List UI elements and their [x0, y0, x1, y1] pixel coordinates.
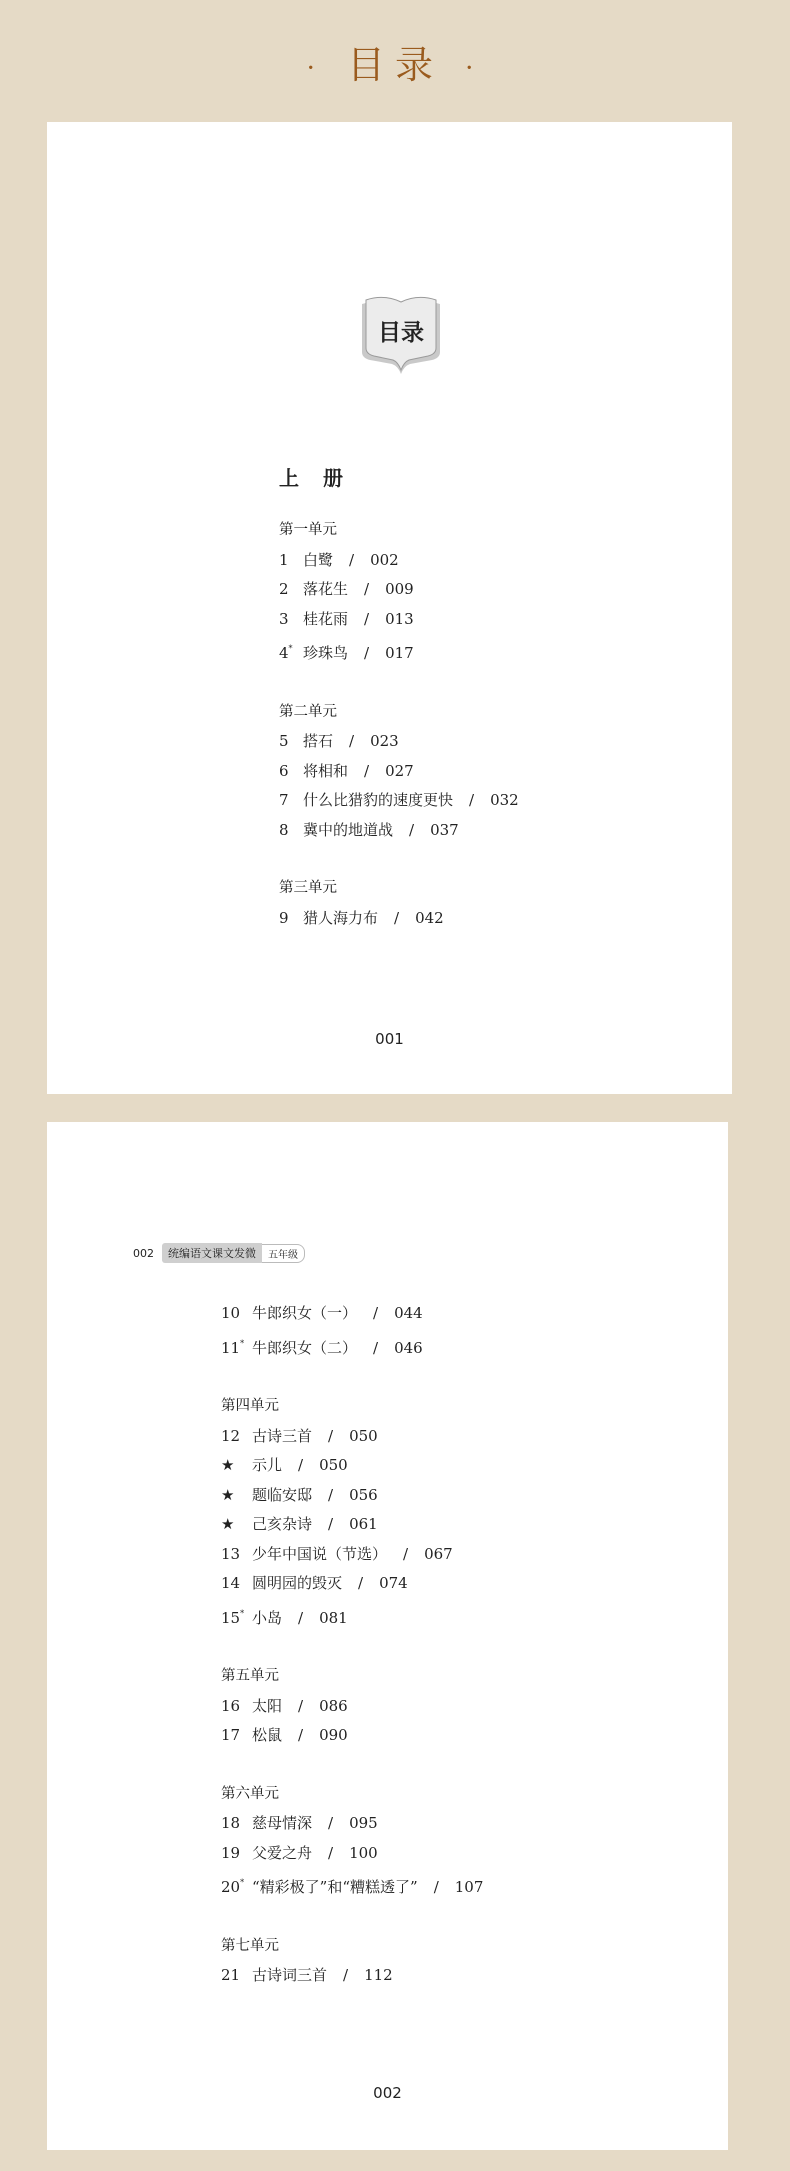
section-gap	[221, 1751, 483, 1780]
toc-entry[interactable]	[221, 1510, 483, 1540]
toc-entry[interactable]	[221, 1299, 483, 1329]
entry-number	[221, 1481, 252, 1511]
entry-number	[221, 1540, 252, 1570]
entry-number-text: 17	[221, 1726, 241, 1744]
entry-title: 松鼠	[252, 1726, 283, 1744]
entry-separator: /	[298, 1696, 304, 1715]
entry-number-text: ★	[221, 1515, 235, 1533]
entry-number	[221, 1721, 252, 1751]
page-002	[47, 1122, 728, 2150]
section-gap	[221, 1633, 483, 1662]
entry-title: 父爱之舟	[252, 1843, 313, 1862]
toc-entry[interactable]	[221, 1329, 483, 1364]
header-title	[0, 34, 790, 89]
entry-number-text: 1	[279, 550, 289, 569]
entry-number-text: ★	[221, 1456, 235, 1474]
entry-number	[221, 1329, 252, 1364]
toc-entry[interactable]	[221, 1451, 483, 1481]
entry-page: 046	[394, 1338, 423, 1357]
toc-entry[interactable]	[279, 816, 519, 846]
entry-number	[221, 1510, 252, 1540]
entry-page: 074	[379, 1574, 408, 1592]
toc-entry[interactable]	[221, 1809, 483, 1839]
entry-page: 009	[385, 580, 414, 598]
entry-number-text: 6	[279, 761, 289, 780]
entry-page: 050	[349, 1426, 378, 1445]
toc-entry[interactable]	[279, 727, 519, 757]
running-head-grade: 五年级	[262, 1244, 305, 1263]
entry-number-text: 15	[221, 1608, 241, 1627]
entry-number-text: 18	[221, 1814, 241, 1832]
entry-page: 013	[385, 609, 414, 628]
running-head	[133, 1243, 305, 1263]
title-dot-right: ·	[465, 53, 484, 84]
entry-title: 牛郎织女（二）	[252, 1338, 358, 1357]
entry-separator: /	[343, 1966, 349, 1984]
title-text: 目录	[346, 43, 443, 87]
entry-separator: /	[469, 791, 475, 809]
section-gap	[279, 845, 519, 874]
entry-page: 090	[319, 1726, 348, 1744]
entry-number	[221, 1422, 252, 1452]
self-study-mark: *	[288, 644, 293, 653]
entry-number-text: 2	[279, 580, 289, 598]
unit-heading: 第一单元	[279, 522, 337, 538]
entry-page: 081	[319, 1608, 348, 1627]
entry-separator: /	[373, 1338, 379, 1357]
toc-entry[interactable]	[221, 1721, 483, 1751]
entry-number	[279, 816, 303, 846]
toc-list	[221, 1299, 483, 1991]
section-gap	[279, 669, 519, 698]
entry-separator: /	[394, 908, 400, 927]
toc-entry[interactable]	[221, 1839, 483, 1869]
entry-page: 002	[370, 550, 399, 569]
volume-title: 上 册	[279, 466, 345, 490]
entry-separator: /	[364, 580, 370, 598]
entry-number	[221, 1569, 252, 1599]
entry-title: 桂花雨	[303, 609, 349, 628]
entry-separator: /	[349, 732, 355, 750]
entry-number-text: 11	[221, 1338, 241, 1357]
entry-title: “精彩极了”和“糟糕透了”	[252, 1878, 418, 1896]
entry-title: 什么比猎豹的速度更快	[303, 791, 454, 809]
entry-separator: /	[328, 1426, 334, 1445]
entry-separator: /	[328, 1485, 334, 1504]
toc-entry[interactable]	[221, 1422, 483, 1452]
entry-page: 107	[454, 1878, 484, 1896]
entry-number-text: 20	[221, 1878, 241, 1896]
toc-list	[279, 516, 519, 933]
entry-page: 061	[349, 1515, 378, 1533]
entry-separator: /	[433, 1878, 439, 1896]
entry-title: 太阳	[252, 1696, 283, 1715]
entry-page: 100	[349, 1843, 378, 1862]
entry-page: 112	[364, 1966, 393, 1984]
entry-page: 027	[385, 761, 414, 780]
page-number: 002	[373, 2084, 402, 2102]
unit-heading: 第四单元	[221, 1398, 279, 1414]
entry-separator: /	[403, 1544, 409, 1563]
page-001	[47, 122, 732, 1094]
entry-number	[279, 904, 303, 934]
toc-entry[interactable]	[221, 1868, 483, 1903]
entry-title: 落花生	[303, 580, 349, 598]
entry-title: 古诗词三首	[252, 1966, 328, 1984]
entry-separator: /	[409, 820, 415, 839]
toc-entry[interactable]	[279, 904, 519, 934]
entry-number-text: 5	[279, 732, 289, 750]
entry-title: 小岛	[252, 1608, 283, 1627]
entry-separator: /	[364, 761, 370, 780]
entry-page: 044	[394, 1304, 423, 1322]
entry-number	[279, 546, 303, 576]
toc-entry[interactable]	[279, 757, 519, 787]
toc-entry[interactable]	[221, 1540, 483, 1570]
entry-title: 题临安邸	[252, 1485, 313, 1504]
entry-page: 037	[430, 820, 459, 839]
book-badge-icon	[358, 294, 444, 378]
entry-number-text: 3	[279, 609, 289, 628]
entry-number	[221, 1599, 252, 1634]
entry-separator: /	[364, 609, 370, 628]
section-gap	[221, 1363, 483, 1392]
toc-entry[interactable]	[221, 1692, 483, 1722]
self-study-mark: *	[240, 1608, 245, 1618]
entry-page: 042	[415, 908, 444, 927]
entry-title: 古诗三首	[252, 1426, 313, 1445]
entry-page: 095	[349, 1814, 378, 1832]
entry-title: 搭石	[303, 732, 334, 750]
running-head-book: 统编语文课文发微	[162, 1243, 262, 1263]
entry-number-text: 19	[221, 1843, 241, 1862]
unit-heading: 第五单元	[221, 1668, 279, 1684]
toc-entry[interactable]	[221, 1481, 483, 1511]
toc-entry[interactable]	[221, 1599, 483, 1634]
page-number: 001	[375, 1030, 404, 1048]
entry-number-text: 8	[279, 820, 289, 839]
entry-separator: /	[298, 1608, 304, 1627]
entry-page: 032	[490, 791, 519, 809]
entry-title: 示儿	[252, 1456, 283, 1474]
entry-number	[279, 757, 303, 787]
unit-heading: 第三单元	[279, 880, 337, 896]
entry-title: 己亥杂诗	[252, 1515, 313, 1533]
entry-separator: /	[358, 1574, 364, 1592]
unit-heading: 第七单元	[221, 1937, 279, 1954]
self-study-mark: *	[240, 1878, 245, 1887]
entry-number	[221, 1692, 252, 1722]
entry-page: 056	[349, 1485, 378, 1504]
toc-entry[interactable]	[279, 575, 519, 605]
self-study-mark: *	[240, 1338, 245, 1348]
section-gap	[221, 1903, 483, 1932]
entry-separator: /	[298, 1726, 304, 1744]
entry-separator: /	[328, 1843, 334, 1862]
entry-page: 050	[319, 1456, 348, 1474]
entry-number	[279, 727, 303, 757]
entry-number-text: 10	[221, 1304, 241, 1322]
toc-entry[interactable]	[221, 1961, 483, 1991]
entry-number	[279, 786, 303, 816]
unit-heading: 第二单元	[279, 703, 337, 720]
entry-number-text: 12	[221, 1426, 241, 1445]
entry-title: 冀中的地道战	[303, 820, 394, 839]
entry-title: 珍珠鸟	[303, 644, 349, 662]
running-head-page: 002	[133, 1246, 154, 1260]
entry-page: 017	[385, 644, 414, 662]
entry-title: 少年中国说（节选）	[252, 1544, 388, 1563]
toc-entry[interactable]	[279, 546, 519, 576]
entry-title: 将相和	[303, 761, 349, 780]
entry-number-text: 9	[279, 908, 289, 927]
badge-label: 目录	[378, 319, 424, 346]
entry-separator: /	[364, 644, 370, 662]
entry-number	[221, 1961, 252, 1991]
entry-number-text: ★	[221, 1485, 235, 1504]
entry-number-text: 14	[221, 1574, 241, 1592]
entry-title: 猎人海力布	[303, 908, 379, 927]
entry-title: 白鹭	[303, 550, 334, 569]
toc-entry[interactable]	[221, 1569, 483, 1599]
entry-number	[279, 605, 303, 635]
entry-separator: /	[328, 1515, 334, 1533]
entry-number-text: 4	[279, 644, 289, 662]
toc-entry[interactable]	[279, 605, 519, 635]
entry-separator: /	[373, 1304, 379, 1322]
title-dot-left: ·	[306, 53, 325, 84]
entry-number	[221, 1839, 252, 1869]
entry-number-text: 21	[221, 1966, 241, 1984]
entry-number	[221, 1299, 252, 1329]
unit-heading: 第六单元	[221, 1785, 279, 1802]
entry-number	[221, 1451, 252, 1481]
entry-number-text: 13	[221, 1544, 241, 1563]
entry-number	[221, 1868, 252, 1903]
entry-separator: /	[328, 1814, 334, 1832]
entry-separator: /	[298, 1456, 304, 1474]
entry-page: 086	[319, 1696, 348, 1715]
entry-number	[279, 575, 303, 605]
entry-title: 慈母情深	[252, 1814, 313, 1832]
entry-page: 067	[424, 1544, 453, 1563]
entry-page: 023	[370, 732, 399, 750]
toc-entry[interactable]	[279, 634, 519, 669]
entry-number	[221, 1809, 252, 1839]
entry-title: 圆明园的毁灭	[252, 1574, 343, 1592]
entry-number-text: 7	[279, 791, 289, 809]
entry-separator: /	[349, 550, 355, 569]
entry-title: 牛郎织女（一）	[252, 1304, 358, 1322]
toc-entry[interactable]	[279, 786, 519, 816]
entry-number	[279, 634, 303, 669]
entry-number-text: 16	[221, 1696, 241, 1715]
